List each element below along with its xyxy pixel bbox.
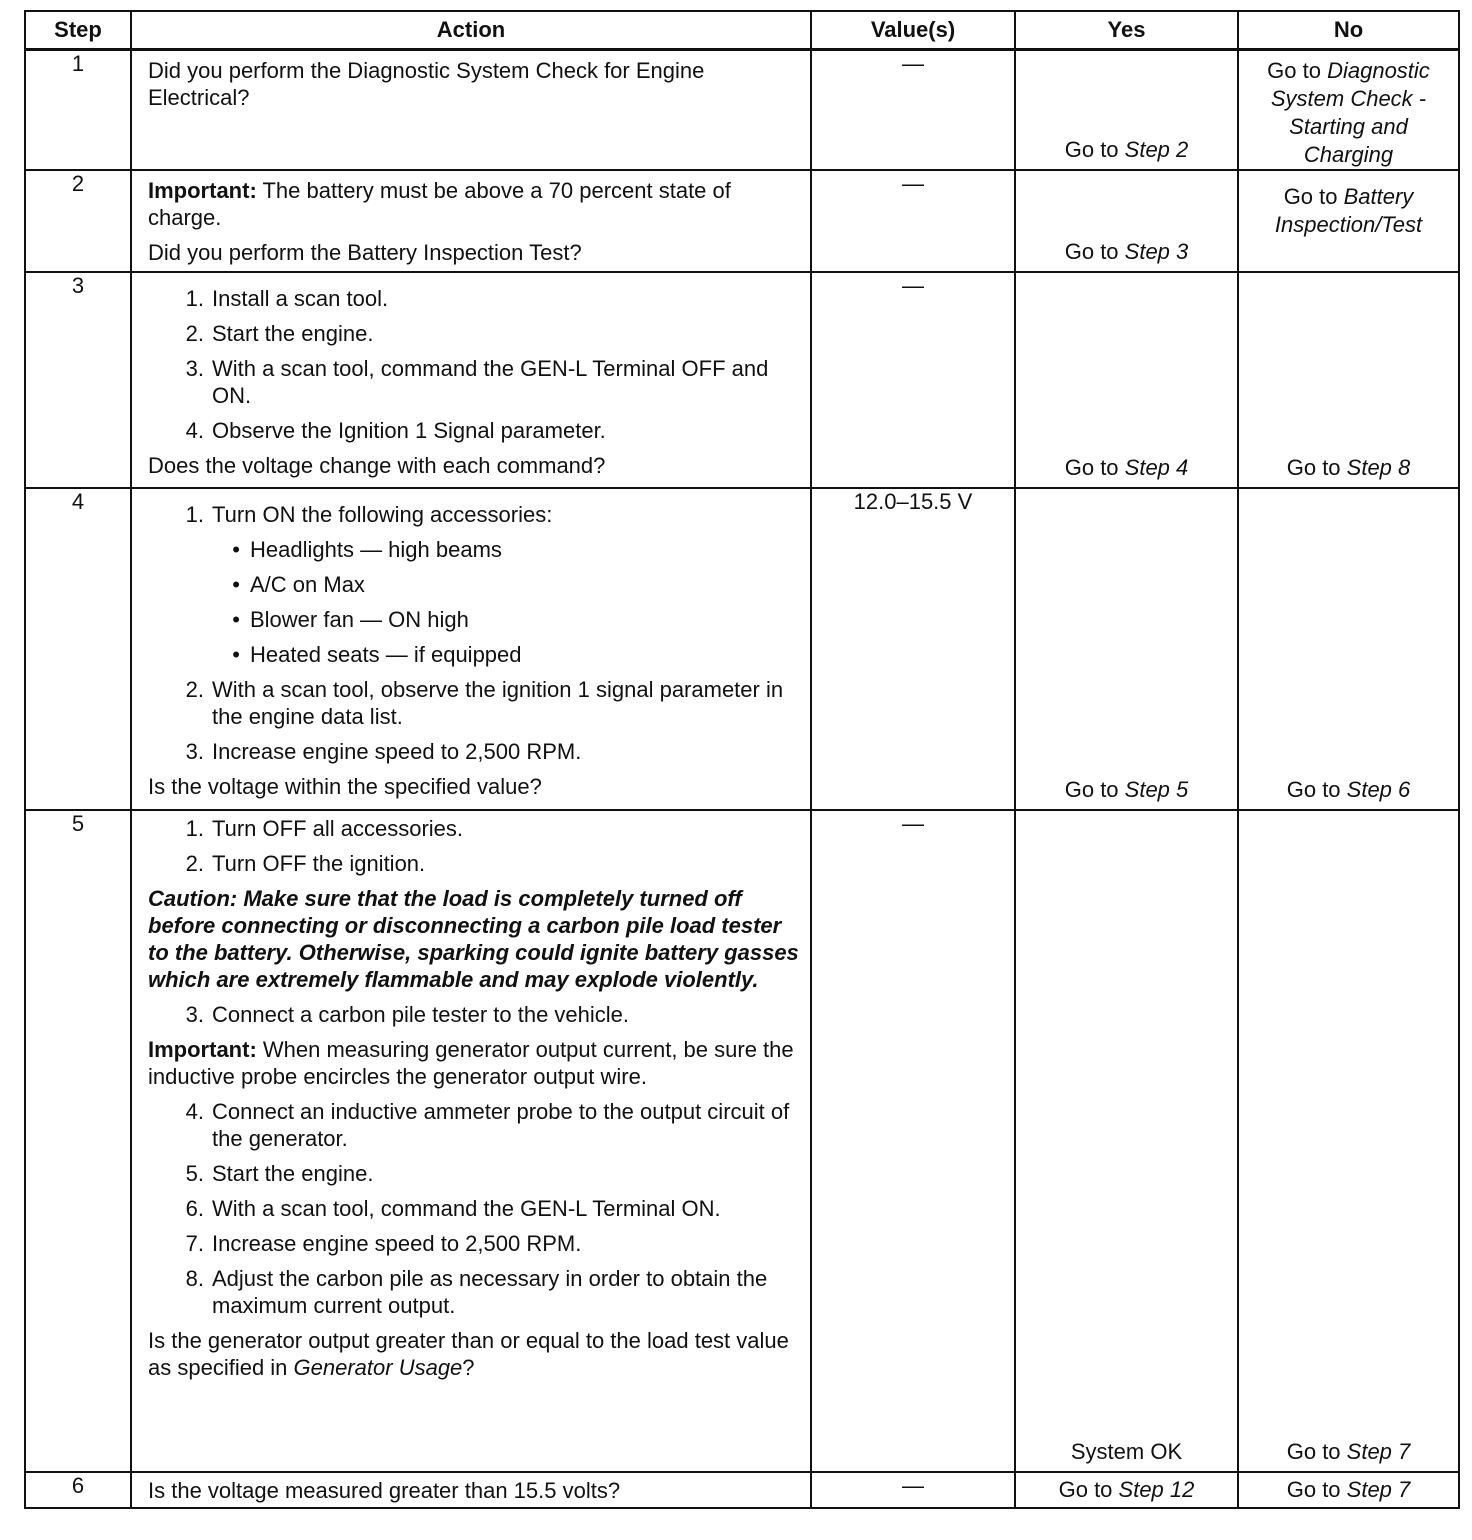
list-item: 3. Connect a carbon pile tester to the vehicle. [185, 1002, 630, 1027]
table-row [25, 488, 1459, 810]
list-item: 2. With a scan tool, observe the ignition 1 signal parameter in the engine data list. [185, 677, 784, 729]
value-cell: — [811, 170, 1015, 272]
caution-note: Caution: Make sure that the load is completely turned off before connecting or disconnecting a carbon pile load tester to the battery. Otherwise, sparking could ignite battery gasses which are extremely flammable and may explode violently. [148, 886, 799, 992]
table-row [25, 810, 1459, 1472]
no-cell: Go to Step 6 [1238, 488, 1459, 810]
step-number: 4 [25, 488, 131, 810]
list-item: 4. Connect an inductive ammeter probe to the output circuit of the generator. [185, 1099, 790, 1151]
important-note: Important: When measuring generator output current, be sure the inductive probe encircles the generator output wire. [148, 1037, 794, 1089]
diagnostic-table [24, 10, 1460, 1509]
doc-ref: Generator Usage [293, 1355, 463, 1380]
step-number: 3 [25, 272, 131, 488]
system-ok-text: System OK [1070, 1439, 1183, 1464]
list-item: 1. Turn OFF all accessories. [185, 816, 464, 841]
step-ref: Step 4 [1124, 455, 1189, 480]
list-item: 4. Observe the Ignition 1 Signal parameter. [185, 418, 606, 443]
step-ref: Step 7 [1346, 1477, 1411, 1502]
value-cell: — [811, 1472, 1015, 1508]
no-cell: Go to Step 7 [1238, 810, 1459, 1472]
step-number: 6 [25, 1472, 131, 1508]
list-item: 1. Install a scan tool. [185, 286, 389, 311]
table-row [25, 50, 1459, 171]
list-item: 5. Start the engine. [185, 1161, 374, 1186]
no-cell: Go to Diagnostic System Check - Starting and Charging [1238, 50, 1459, 171]
step-ref: Step 8 [1346, 455, 1411, 480]
header-yes: Yes [1015, 11, 1238, 50]
list-item: 8. Adjust the carbon pile as necessary in order to obtain the maximum current output. [185, 1266, 768, 1318]
question: Did you perform the Battery Inspection Test? [148, 240, 582, 265]
list-item: 1. Turn ON the following accessories: [185, 502, 553, 527]
table-row [25, 1472, 1459, 1508]
question: Does the voltage change with each command? [148, 453, 606, 478]
action-cell [131, 1472, 811, 1508]
important-note: Important: The battery must be above a 70 percent state of charge. [148, 178, 731, 230]
bullet-item: • Blower fan — ON high [232, 607, 469, 632]
bullet-item: • Headlights — high beams [232, 537, 502, 562]
header-step: Step [25, 11, 131, 50]
yes-cell: Go to Step 5 [1015, 488, 1238, 810]
action-cell [131, 50, 811, 171]
table-row [25, 272, 1459, 488]
yes-cell: Go to Step 12 [1015, 1472, 1238, 1508]
value-cell: 12.0–15.5 V [811, 488, 1015, 810]
list-item: 3. With a scan tool, command the GEN-L Terminal OFF and ON. [185, 356, 769, 408]
action-cell [131, 272, 811, 488]
list-item: 6. With a scan tool, command the GEN-L Terminal ON. [185, 1196, 721, 1221]
list-item: 3. Increase engine speed to 2,500 RPM. [185, 739, 582, 764]
value-cell: — [811, 272, 1015, 488]
no-cell: Go to Step 7 [1238, 1472, 1459, 1508]
step-ref: Step 5 [1124, 777, 1189, 802]
header-action: Action [131, 11, 811, 50]
doc-ref: Battery Inspection/Test [1274, 184, 1423, 237]
doc-ref: Diagnostic System Check - Starting and Charging [1270, 58, 1430, 167]
yes-cell: Go to Step 2 [1015, 50, 1238, 171]
step-number: 2 [25, 170, 131, 272]
question: Is the voltage within the specified value? [148, 774, 542, 799]
step-ref: Step 3 [1124, 239, 1189, 264]
step-number: 1 [25, 50, 131, 171]
action-cell [131, 488, 811, 810]
list-item: 7. Increase engine speed to 2,500 RPM. [185, 1231, 582, 1256]
step-ref: Step 2 [1124, 137, 1189, 162]
question: Did you perform the Diagnostic System Check for Engine Electrical? [148, 58, 705, 110]
yes-cell [1015, 810, 1238, 1472]
value-cell: — [811, 810, 1015, 1472]
action-cell [131, 170, 811, 272]
header-values: Value(s) [811, 11, 1015, 50]
step-ref: Step 6 [1346, 777, 1411, 802]
header-no: No [1238, 11, 1459, 50]
yes-cell: Go to Step 3 [1015, 170, 1238, 272]
table-row [25, 170, 1459, 272]
no-cell: Go to Battery Inspection/Test [1238, 170, 1459, 272]
list-item: 2. Turn OFF the ignition. [185, 851, 426, 876]
yes-cell: Go to Step 4 [1015, 272, 1238, 488]
header-row [25, 11, 1459, 50]
step-number: 5 [25, 810, 131, 1472]
no-cell: Go to Step 8 [1238, 272, 1459, 488]
question: Is the generator output greater than or equal to the load test value as specified in Generator Usage? [148, 1328, 789, 1380]
value-cell: — [811, 50, 1015, 171]
bullet-item: • Heated seats — if equipped [232, 642, 522, 667]
bullet-item: • A/C on Max [232, 572, 365, 597]
step-ref: Step 12 [1118, 1477, 1195, 1502]
list-item: 2. Start the engine. [185, 321, 374, 346]
question: Is the voltage measured greater than 15.5 volts? [148, 1477, 621, 1503]
step-ref: Step 7 [1346, 1439, 1411, 1464]
action-cell [131, 810, 811, 1472]
